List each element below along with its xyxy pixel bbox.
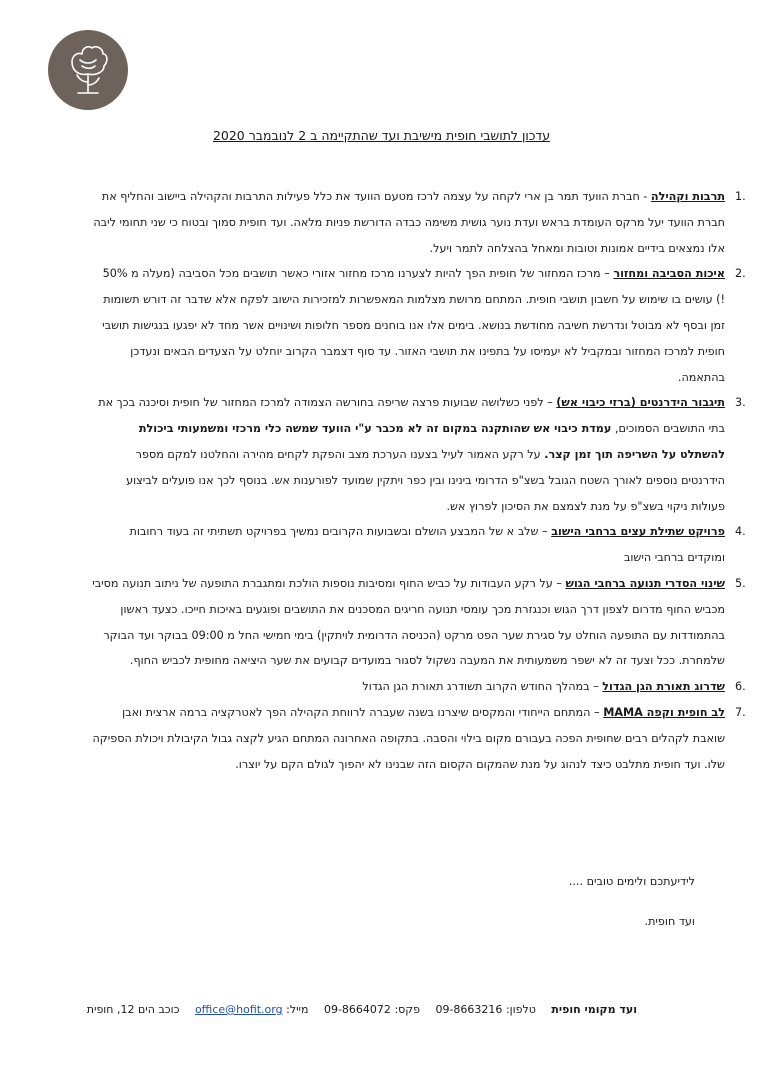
item-heading: פרויקט שתילת עצים ברחבי הישוב	[551, 525, 725, 539]
item-text: – במהלך החודש הקרוב תשודרג תאורת הגן הגדול	[362, 680, 603, 694]
phone-label: טלפון:	[505, 1003, 536, 1016]
item-text: – על רקע העבודות על כביש החוף ומסיבות נוספות הולכת ומתגברת התופעה של ניתוב תנועה מסיבי מכביש החוף מדרום לצפון דרך הגוש וכנגזרת מכך עומסי תנועה חריגים המסכנים את התושבים ופוגעים באיכות חייכו. כצעד ראשון בהתמודדות עם התופעה הוחלט על סגירת שער הפט מרקט (הכניסה הדרומית לויתקין) בימי חמישי החל מ 09:00 בבוקר ועד הבוקר שלמחרת. ככל וצעד זה לא ישפר משמעותית את המעבה נשקול לסגור במועדים קבועים את שער היציאה מחופית לכביש החוף.	[92, 576, 725, 668]
item-number: 7.	[735, 705, 746, 719]
item-number: 4.	[735, 525, 746, 539]
footer-contact	[86, 1003, 637, 1016]
item-number: 5.	[735, 576, 746, 590]
list-item-lighting	[92, 674, 746, 700]
item-heading: לב חופית וקפה MAMA	[603, 705, 725, 719]
item-text: – מרכז המחזור של חופית הפך להיות לצערנו מרכז מחזור אזורי כאשר תושבים מכל הסביבה (מעלה מ 50% !) עושים בו שימוש על חשבון תושבי חופית. המתחם מרושת מצלמות המאפשרות למזכירות הישוב לפקח אלא שדבר זה דורש תשומות זמן ובסף לא מבוטל ונדרשת חשיבה מחודשת בנושא. בימים אלו אנו בוחנים מספר חלופות ושינויים אשר מחד לא יפגעו בנגישות תושבי חופית למרכז המחזור ובמקביל לא יעמיסו על בתפינו את תושבי האזור. עד סוף דצמבר הקרוב יוחלט על הצעדים הבאים ונעדכן בהתאמה.	[102, 267, 725, 384]
address: כוכב הים 12, חופית	[86, 1003, 180, 1016]
email-label: מייל:	[286, 1003, 309, 1016]
flower-emblem-icon	[48, 30, 128, 110]
fax-number: 09-8664072	[323, 1003, 391, 1016]
item-number: 2.	[735, 267, 746, 281]
item-heading: שדרוג תאורת הגן הגדול	[602, 680, 725, 694]
page-title: עדכון לתושבי חופית מישיבת ועד שהתקיימה ב 2 לנובמבר 2020	[212, 128, 551, 143]
item-text: - חברת הוועד תמר בן ארי לקחה על עצמה לרכז מטעם הוועד את כלל פעילות התרבות והקהילה ביישוב והחליף את חברת הוועד יעל מרקס העומדת בראש ועדת נוער גושית משימה כבדה הדורשת פניות מלאה. ועד חופית סמוך ובטוח כי שני תחומי ליבה אלו נמצאים בידיים אמונות וטובות ומאחל בהצלחה לתמר ויעל.	[93, 190, 725, 255]
item-text: – שלב א של המבצע הושלם ובשבועות הקרובים נמשיך בפרויקט תשתיתי זה בעוד רחובות ומוקדים ברחבי הישוב	[129, 525, 725, 565]
item-heading: שינוי הסדרי תנועה ברחבי הגוש	[565, 576, 725, 590]
closing-line: לידיעתכם ולימים טובים ....	[568, 875, 695, 888]
fax-label: פקס:	[394, 1003, 420, 1016]
list-item-hydrants	[92, 390, 746, 519]
update-items-list	[92, 184, 746, 777]
item-number: 6.	[735, 680, 746, 694]
list-item-culture	[92, 184, 746, 261]
closing-block	[569, 872, 695, 932]
item-number: 1.	[735, 190, 746, 203]
list-item-traffic	[92, 571, 746, 674]
item-emphasis: עמדת כיבוי אש שהותקנה במקום זה לא מכבר ע"י הוועד שמשה כלי מרכזי ומשמעותי ביכולת להשתלט על השריפה תוך זמן קצר.	[138, 422, 725, 461]
item-text: – לפני כשלושה שבועות פרצה שריפה בחורשה הצמודה למרכז המחזור של חופית וסיכנה בכך את בתי התושבים הסמוכים,	[98, 396, 725, 436]
phone-number: 09-8663216	[435, 1003, 503, 1016]
item-number: 3.	[735, 396, 746, 410]
signature: ועד חופית.	[644, 915, 695, 928]
item-heading: איכות הסביבה ומחזור	[613, 267, 725, 281]
email-link[interactable]: office@hofit.org	[194, 1003, 283, 1016]
item-heading: תיגבור הידרנטים (ברזי כיבוי אש)	[556, 396, 725, 410]
item-heading: תרבות וקהילה	[650, 190, 725, 203]
list-item-environment	[92, 261, 746, 390]
item-text: – המתחם הייחודי והמקסים שיצרנו בשנה שעברה לרווחת הקהילה הפך לאטרקציה ברמה ארצית ואבן שואבת לקהלים רבים שחופית הפכה בעבורם מקום בילוי והסבה. בתקופה האחרונה המתחם הגיע לקצה גבול הקיבולת ויכולת הספיקה שלו. ועד חופית מתלבט כיצד לנהוג על מנת שהמקום הקסום הזה שבנינו לא יהפוך לגולם הקם על יוצרו.	[92, 705, 725, 771]
item-text-continued: על רקע האמור לעיל בצענו הערכת מצב והפקת לקחים מהירה והחלטנו למקם מספר הידרנטים נוספים לאורך השטח הגובל בשצ"פ הדרומי בינינו ובין כפר ויתקין שמועד לפורענות אש. בנוסף לכך אנו פועלים לביצוע פעולות ניקוי בשצ"פ על מנת לצמצם את הסיכון לפרוץ אש.	[126, 447, 725, 513]
footer-org: ועד מקומי חופית	[551, 1003, 637, 1016]
list-item-trees	[92, 519, 746, 571]
list-item-cafe	[92, 700, 746, 777]
